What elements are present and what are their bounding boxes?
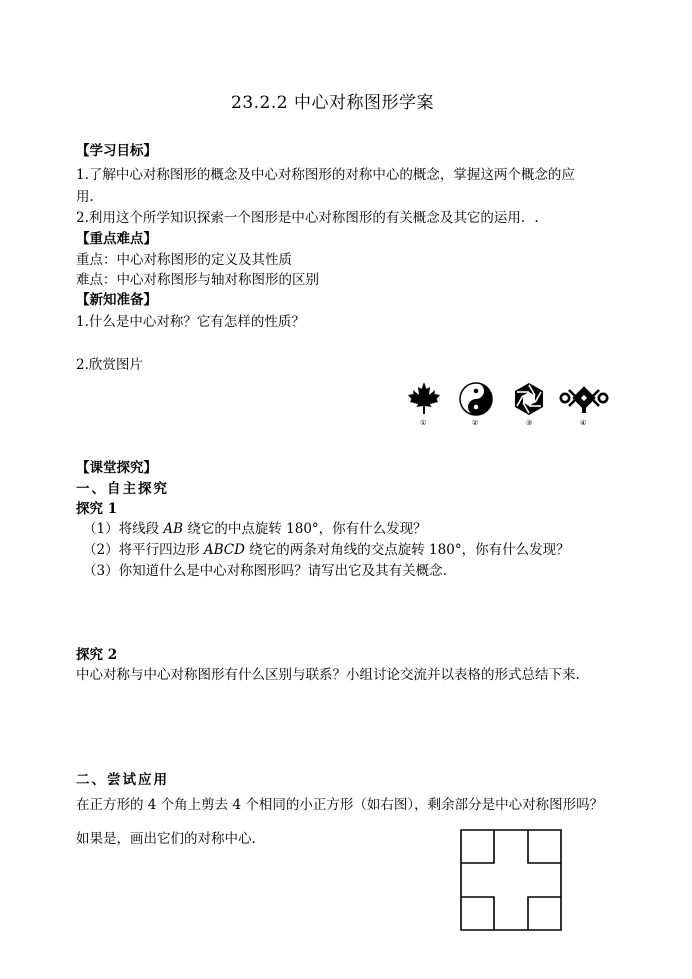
- yin-yang-icon: [459, 382, 493, 416]
- prep-question-1: 1.什么是中心对称？它有怎样的性质？: [76, 314, 305, 330]
- explore-1-question-2: [83, 540, 570, 560]
- image-label-1: ①: [420, 419, 427, 427]
- key-point: 重点：中心对称图形的定义及其性质: [76, 252, 292, 268]
- goals-heading: 【学习目标】: [76, 143, 157, 159]
- goal-2: 2.利用这个所学知识探索一个图形是中心对称图形的有关概念及其它的运用．.: [76, 210, 539, 226]
- cut-square-figure: [461, 830, 561, 930]
- explore-1-question-1-post: 绕它的中点旋转 180°，你有什么发现？: [183, 521, 427, 537]
- goal-1-line-2: 用.: [76, 189, 94, 205]
- prep-heading: 【新知准备】: [76, 292, 157, 308]
- explore-1-question-1-pre: （1）将线段: [83, 521, 164, 537]
- apply-line-1: 在正方形的 4 个角上剪去 4 个相同的小正方形（如右图），剩余部分是中心对称图形吗？: [76, 797, 604, 813]
- explore-1-question-2-post: 绕它的两条对角线的交点旋转 180°，你有什么发现？: [244, 542, 570, 558]
- class-heading: 【课堂探究】: [76, 460, 157, 476]
- page-title: 23.2.2 中心对称图形学案: [231, 93, 434, 113]
- parallelogram-var: ABCD: [203, 542, 245, 558]
- image-label-4: ④: [580, 419, 587, 427]
- explore-1-question-2-pre: （2）将平行四边形: [83, 542, 204, 558]
- explore-1-question-1: [83, 519, 427, 539]
- part-1-heading: 一、自主探究: [76, 481, 169, 497]
- image-label-2: ②: [472, 419, 479, 427]
- maple-leaf-icon: [407, 381, 441, 417]
- explore-1-heading: 探究 1: [76, 501, 118, 517]
- key-heading: 【重点难点】: [76, 231, 157, 247]
- explore-1-question-3: （3）你知道什么是中心对称图形吗？请写出它及其有关概念.: [83, 563, 447, 579]
- camera-shutter-icon: [512, 382, 546, 416]
- segment-var: AB: [163, 521, 184, 537]
- explore-2-text: 中心对称与中心对称图形有什么区别与联系？小组讨论交流并以表格的形式总结下来.: [76, 667, 580, 683]
- part-2-heading: 二、尝试应用: [76, 772, 169, 788]
- prep-question-2: 2.欣赏图片: [76, 357, 143, 373]
- explore-2-heading: 探究 2: [76, 647, 118, 663]
- apply-line-2: 如果是，画出它们的对称中心.: [76, 831, 256, 847]
- endless-knot-icon: [559, 385, 609, 415]
- image-label-3: ③: [526, 419, 533, 427]
- goal-1-line-1: 1.了解中心对称图形的概念及中心对称图形的对称中心的概念，掌握这两个概念的应: [76, 167, 575, 183]
- difficulty: 难点：中心对称图形与轴对称图形的区别: [76, 272, 319, 288]
